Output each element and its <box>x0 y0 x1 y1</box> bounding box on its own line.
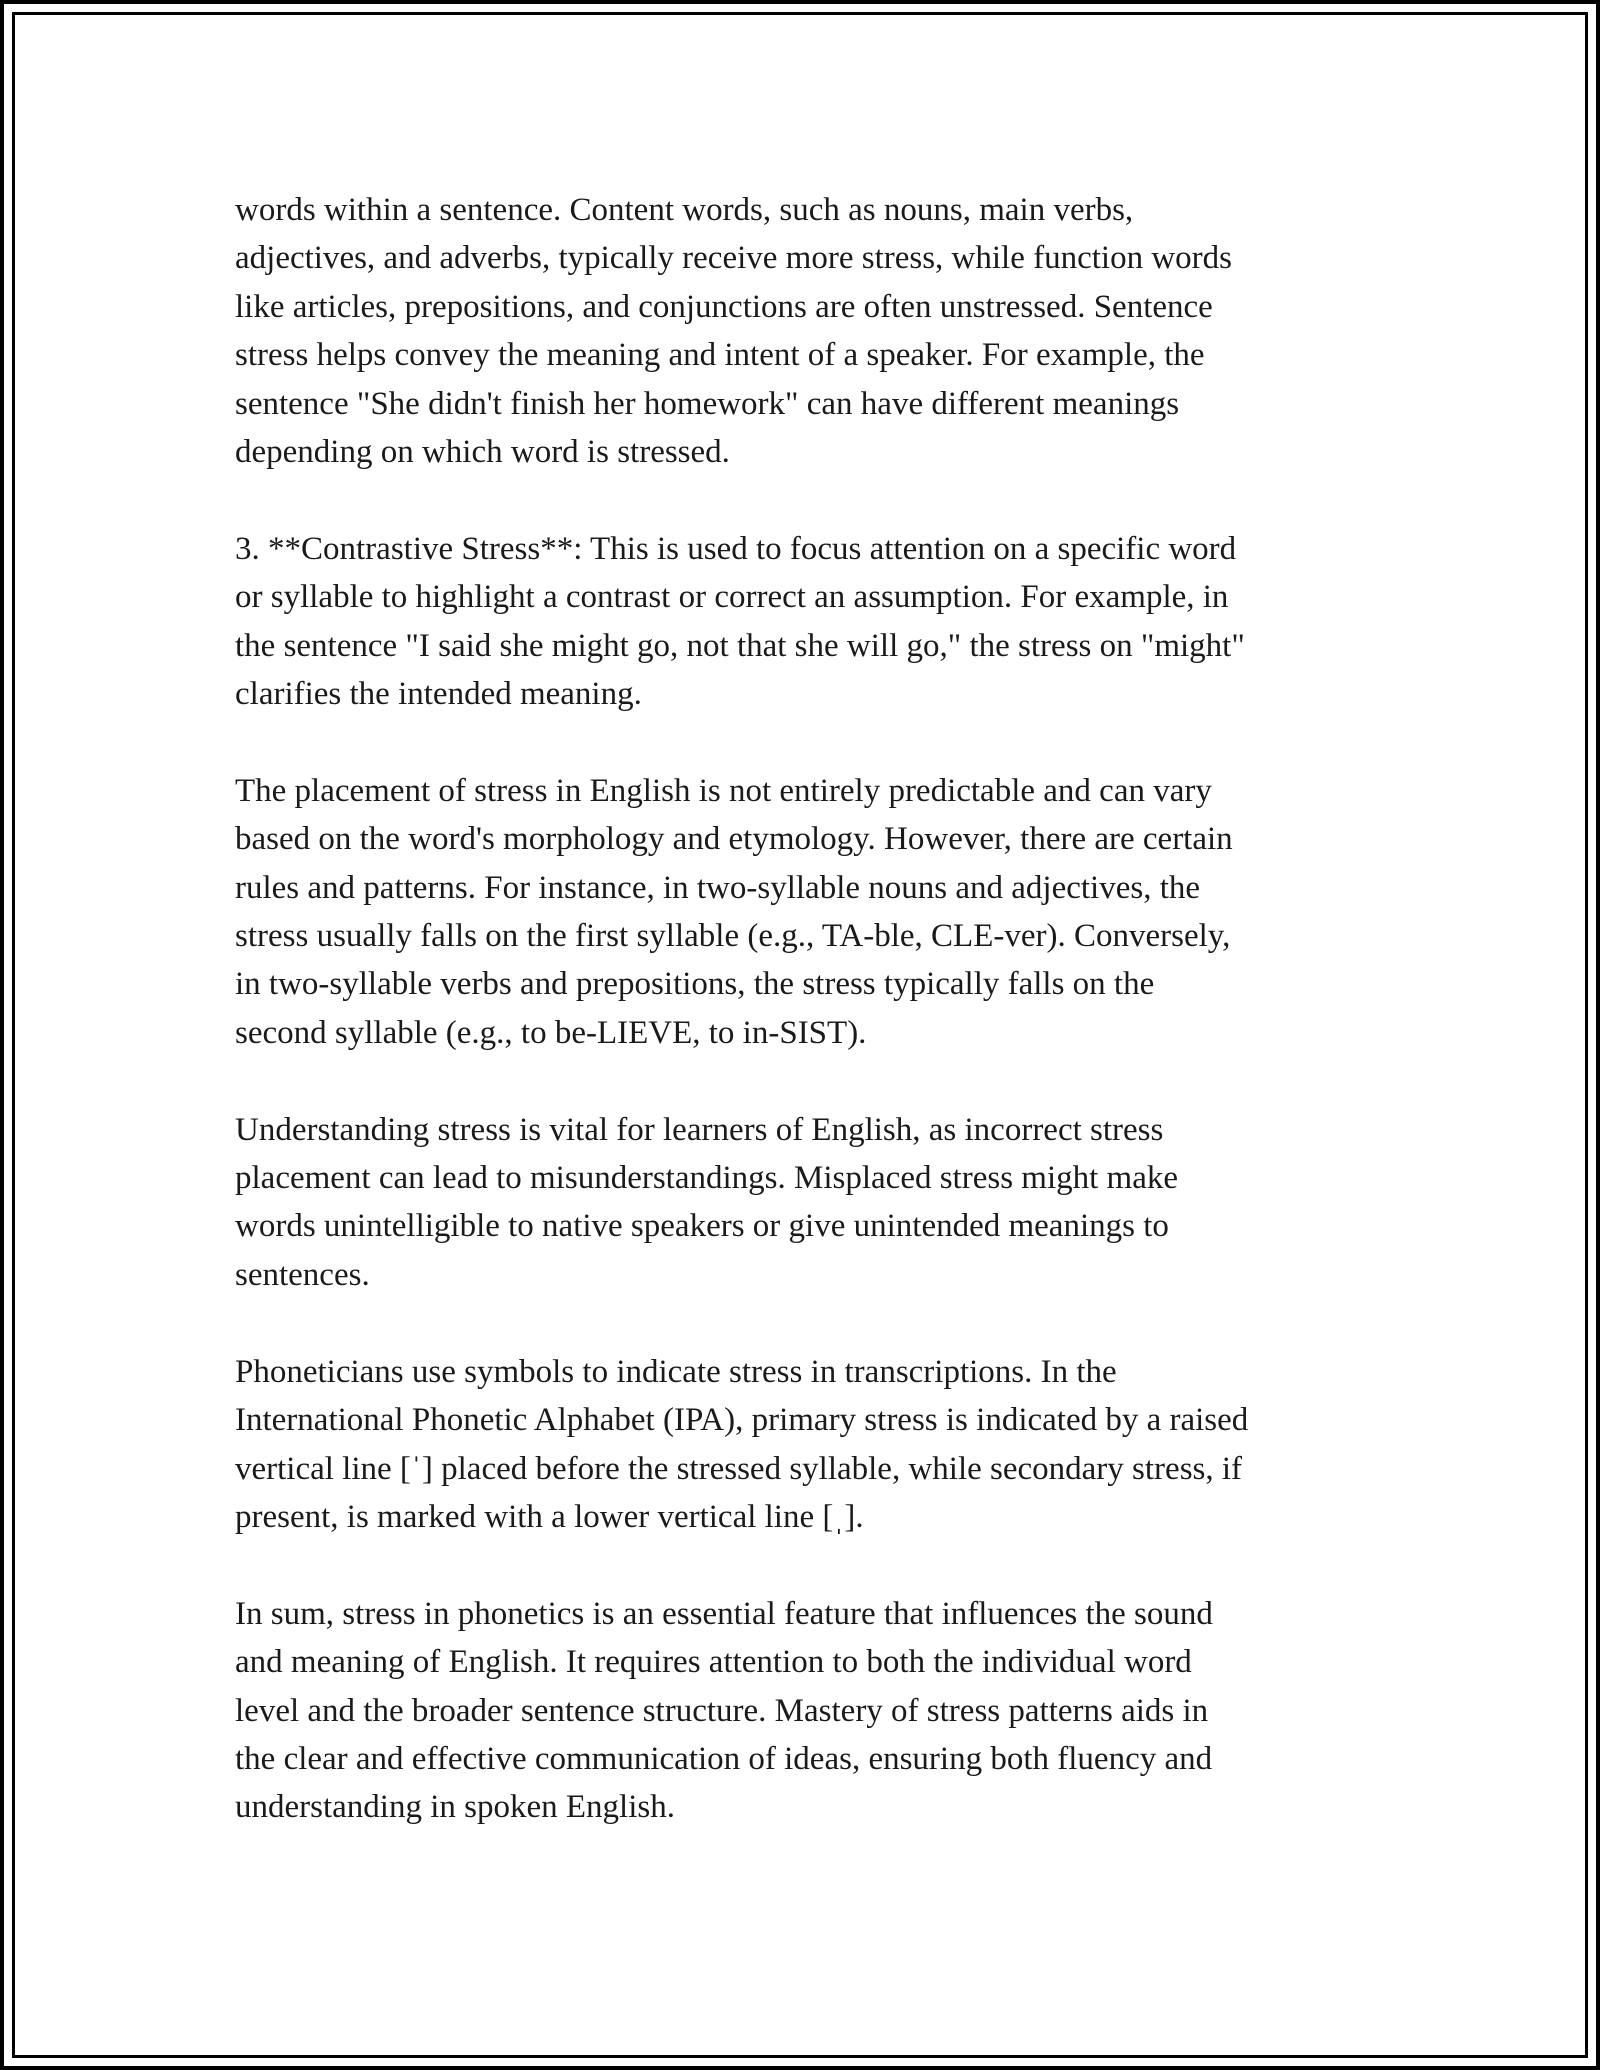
document-body <box>235 186 1405 1880</box>
text-line: adjectives, and adverbs, typically receive more stress, while function words <box>235 240 1233 277</box>
text-line: International Phonetic Alphabet (IPA), primary stress is indicated by a raised <box>235 1402 1249 1439</box>
text-line: level and the broader sentence structure. Mastery of stress patterns aids in <box>235 1692 1209 1729</box>
paragraph-understanding-stress <box>235 1106 1405 1300</box>
text-line: and meaning of English. It requires attention to both the individual word <box>235 1644 1192 1681</box>
paragraph-stress-placement <box>235 767 1405 1057</box>
text-line: the sentence "I said she might go, not that she will go," the stress on "might" <box>235 627 1245 664</box>
text-line: based on the word's morphology and etymology. However, there are certain <box>235 821 1233 858</box>
paragraph-summary <box>235 1590 1405 1832</box>
text-line: the clear and effective communication of ideas, ensuring both fluency and <box>235 1740 1213 1777</box>
text-line: Understanding stress is vital for learners of English, as incorrect stress <box>235 1111 1164 1148</box>
text-line: 3. **Contrastive Stress**: This is used to focus attention on a specific word <box>235 530 1237 567</box>
text-line: In sum, stress in phonetics is an essential feature that influences the sound <box>235 1595 1213 1632</box>
text-line: words within a sentence. Content words, such as nouns, main verbs, <box>235 192 1134 228</box>
text-line: understanding in spoken English. <box>235 1789 675 1826</box>
text-line: in two-syllable verbs and prepositions, the stress typically falls on the <box>235 966 1155 1003</box>
paragraph-contrastive-stress <box>235 525 1405 719</box>
text-line: sentences. <box>235 1256 370 1293</box>
text-line: present, is marked with a lower vertical line [ˌ]. <box>235 1498 864 1535</box>
text-line: second syllable (e.g., to be-LIEVE, to in-SIST). <box>235 1014 867 1051</box>
text-line: Phoneticians use symbols to indicate stress in transcriptions. In the <box>235 1353 1117 1390</box>
paragraph-ipa-symbols <box>235 1348 1405 1542</box>
text-line: like articles, prepositions, and conjunctions are often unstressed. Sentence <box>235 288 1213 325</box>
text-line: clarifies the intended meaning. <box>235 676 642 713</box>
text-line: vertical line [ˈ] placed before the stressed syllable, while secondary stress, if <box>235 1450 1243 1487</box>
text-line: stress helps convey the meaning and intent of a speaker. For example, the <box>235 337 1205 374</box>
paragraph-sentence-stress <box>235 186 1405 476</box>
text-line: depending on which word is stressed. <box>235 434 730 471</box>
text-line: stress usually falls on the first syllable (e.g., TA-ble, CLE-ver). Conversely, <box>235 918 1231 955</box>
text-line: words unintelligible to native speakers or give unintended meanings to <box>235 1208 1169 1245</box>
text-line: The placement of stress in English is not entirely predictable and can vary <box>235 772 1212 809</box>
text-line: or syllable to highlight a contrast or correct an assumption. For example, in <box>235 579 1229 616</box>
text-line: rules and patterns. For instance, in two-syllable nouns and adjectives, the <box>235 869 1201 906</box>
text-line: placement can lead to misunderstandings. Misplaced stress might make <box>235 1160 1179 1197</box>
text-line: sentence "She didn't finish her homework" can have different meanings <box>235 385 1180 422</box>
